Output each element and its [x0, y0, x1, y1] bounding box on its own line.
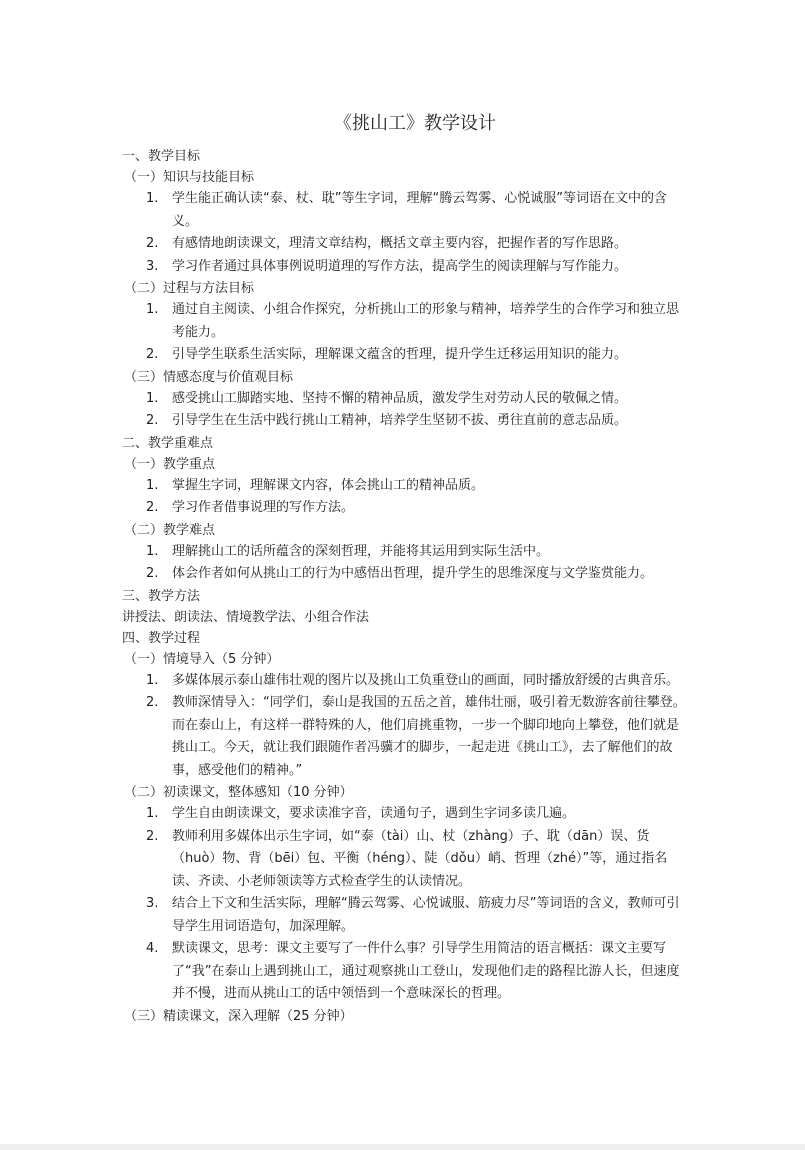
subsection-heading: （一）知识与技能目标: [124, 170, 255, 185]
paragraph: 讲授法、朗读法、情境教学法、小组合作法: [122, 609, 370, 625]
list-item: [122, 826, 688, 894]
list-item: [122, 692, 688, 782]
subsection-heading: （二）过程与方法目标: [124, 281, 255, 296]
list-item-text: 教师深情导入：“同学们，泰山是我国的五岳之首，雄伟壮丽，吸引着无数游客前往攀登。而在泰山上，有这样一群特殊的人，他们肩挑重物，一步一个脚印地向上攀登，他们就是挑山工。今天，就让我们跟随作者冯骥才的脚步，一起走进《挑山工》，去了解他们的故事，感受他们的精神。”: [172, 695, 686, 778]
section-heading: 三、教学方法: [122, 588, 201, 604]
subsection-heading: （三）情感态度与价值观目标: [124, 369, 294, 385]
subsection-heading: （一）教学重点: [124, 456, 216, 472]
subsection-heading: （一）情境导入（5 分钟）: [124, 651, 280, 667]
list-item-number: 1.: [146, 302, 159, 317]
list-item-number: 2.: [146, 566, 159, 581]
list-item-number: 3.: [146, 258, 159, 274]
list-item-text: 引导学生联系生活实际，理解课文蕴含的哲理，提升学生迁移运用知识的能力。: [172, 347, 628, 362]
document-title: 《挑山工》教学设计: [334, 113, 496, 134]
section-heading: 一、教学目标: [122, 149, 201, 164]
list-item: [122, 893, 688, 938]
list-item-text: 理解挑山工的话所蕴含的深刻哲理，并能将其运用到实际生活中。: [172, 543, 550, 559]
list-item-text: 教师利用多媒体出示生字词，如“泰（tài）山、杖（zhàng）子、耽（dān）误、货（huò）物、背（bēi）包、平衡（héng）、陡（dǒu）峭、哲理（zhé）”等，通过指名读、齐读、小老师领读等方式检查学生的认读情况。: [172, 828, 668, 889]
document-body: [122, 110, 688, 1027]
list-item-number: 1.: [146, 806, 159, 821]
list-item-number: 1.: [146, 477, 159, 493]
list-item: [122, 803, 688, 826]
document-sections: [122, 146, 688, 1027]
subsection-heading: （二）教学难点: [124, 522, 216, 538]
list-item: [122, 497, 688, 520]
list-item-text: 掌握生字词，理解课文内容，体会挑山工的精神品质。: [172, 477, 485, 493]
list-item: [122, 410, 688, 433]
list-item-text: 学生自由朗读课文，要求读准字音，读通句子，遇到生字词多读几遍。: [172, 806, 576, 821]
section-heading: 四、教学过程: [122, 630, 201, 646]
subsection-heading: （二）初读课文，整体感知（10 分钟）: [124, 785, 353, 800]
list-item: [122, 563, 688, 586]
list-item: [122, 299, 688, 344]
list-item: [122, 256, 688, 279]
list-item-text: 多媒体展示泰山雄伟壮观的图片以及挑山工负重登山的画面，同时播放舒缓的古典音乐。: [172, 672, 680, 688]
list-item-number: 3.: [146, 896, 159, 911]
list-item: [122, 344, 688, 367]
list-item-text: 默读课文，思考：课文主要写了一件什么事？引导学生用简洁的语言概括：课文主要写了“我”在泰山上遇到挑山工，通过观察挑山工登山，发现他们走的路程比游人长，但速度并不慢，进而从挑山工的话中领悟到一个意味深长的哲理。: [172, 941, 680, 1001]
subsection-heading: （三）精读课文，深入理解（25 分钟）: [124, 1008, 353, 1024]
list-item-text: 学生能正确认读“泰、杖、耽”等生字词，理解“腾云驾雾、心悦诚服”等词语在文中的含义。: [172, 191, 667, 229]
section-heading: 二、教学重难点: [122, 435, 214, 451]
list-item-number: 1.: [146, 191, 159, 206]
list-item: [122, 388, 688, 411]
list-item: [122, 670, 688, 693]
list-item-text: 学习作者通过具体事例说明道理的写作方法，提高学生的阅读理解与写作能力。: [172, 258, 628, 274]
list-item-text: 有感情地朗读课文，理清文章结构，概括文章主要内容，把握作者的写作思路。: [172, 236, 628, 251]
list-item-text: 体会作者如何从挑山工的行为中感悟出哲理，提升学生的思维深度与文学鉴赏能力。: [172, 566, 654, 581]
list-item: [122, 938, 688, 1006]
list-item-number: 1.: [146, 543, 159, 559]
list-item-number: 2.: [146, 236, 159, 251]
list-item: [122, 475, 688, 498]
list-item: [122, 233, 688, 256]
list-item-number: 1.: [146, 672, 159, 688]
list-item-number: 2.: [146, 695, 159, 710]
list-item-number: 2.: [146, 413, 159, 428]
page-bottom-divider: [0, 1144, 805, 1150]
list-item-text: 结合上下文和生活实际，理解“腾云驾雾、心悦诚服、筋疲力尽”等词语的含义，教师可引导学生用词语造句，加深理解。: [172, 896, 680, 934]
list-item-text: 通过自主阅读、小组合作探究，分析挑山工的形象与精神，培养学生的合作学习和独立思考能力。: [172, 302, 680, 340]
list-item: [122, 188, 688, 233]
list-item-number: 1.: [146, 390, 159, 406]
list-item-text: 感受挑山工脚踏实地、坚持不懈的精神品质，激发学生对劳动人民的敬佩之情。: [172, 390, 628, 406]
list-item-text: 学习作者借事说理的写作方法。: [172, 500, 355, 515]
list-item-number: 2.: [146, 500, 159, 515]
list-item: [122, 541, 688, 564]
list-item-text: 引导学生在生活中践行挑山工精神，培养学生坚韧不拔、勇往直前的意志品质。: [172, 413, 628, 428]
list-item-number: 2.: [146, 347, 159, 362]
list-item-number: 2.: [146, 828, 159, 844]
list-item-number: 4.: [146, 941, 159, 956]
